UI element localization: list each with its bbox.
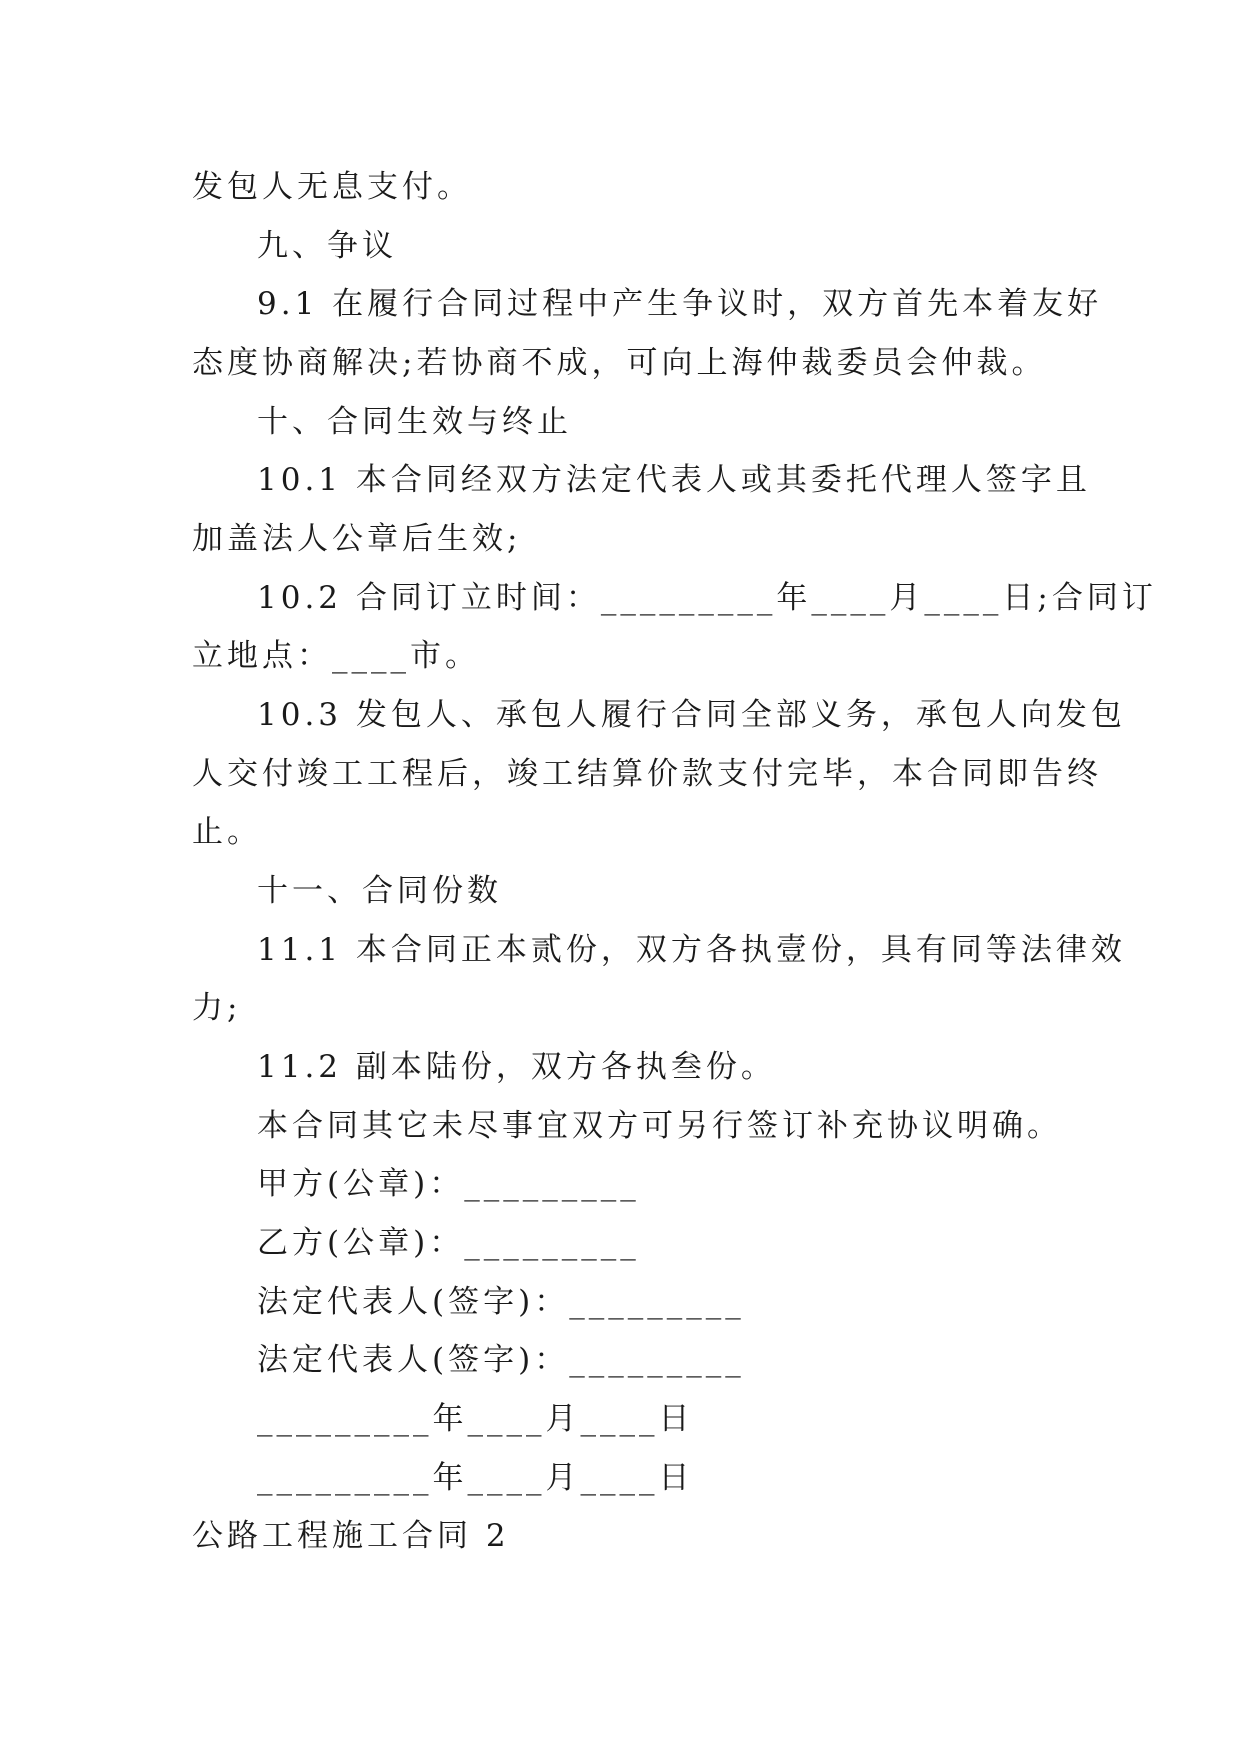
date-line: _________年____月____日 bbox=[257, 1401, 694, 1437]
section-heading: 九、争议 bbox=[257, 228, 397, 264]
signature-line-representative: 法定代表人(签字)：_________ bbox=[257, 1342, 745, 1378]
section-heading: 十、合同生效与终止 bbox=[257, 404, 572, 440]
paragraph-line: 本合同其它未尽事宜双方可另行签订补充协议明确。 bbox=[257, 1108, 1062, 1144]
date-line: _________年____月____日 bbox=[257, 1460, 694, 1496]
signature-line-representative: 法定代表人(签字)：_________ bbox=[257, 1284, 745, 1320]
paragraph-line: 发包人无息支付。 bbox=[192, 169, 472, 205]
paragraph-line: 立地点：____市。 bbox=[192, 638, 480, 674]
paragraph-line: 10.1 本合同经双方法定代表人或其委托代理人签字且 bbox=[257, 462, 1091, 498]
paragraph-line: 力; bbox=[192, 990, 242, 1026]
paragraph-line: 11.2 副本陆份，双方各执叁份。 bbox=[257, 1049, 776, 1085]
paragraph-line: 10.2 合同订立时间：_________年____月____日;合同订 bbox=[257, 580, 1157, 616]
section-heading: 十一、合同份数 bbox=[257, 873, 502, 909]
signature-line-party-a: 甲方(公章)：_________ bbox=[257, 1166, 640, 1202]
signature-line-party-b: 乙方(公章)：_________ bbox=[257, 1225, 640, 1261]
paragraph-line: 态度协商解决;若协商不成，可向上海仲裁委员会仲裁。 bbox=[192, 345, 1047, 381]
paragraph-line: 加盖法人公章后生效; bbox=[192, 521, 522, 557]
paragraph-line: 止。 bbox=[192, 814, 262, 850]
paragraph-line: 10.3 发包人、承包人履行合同全部义务，承包人向发包 bbox=[257, 697, 1126, 733]
paragraph-line: 11.1 本合同正本贰份，双方各执壹份，具有同等法律效 bbox=[257, 932, 1126, 968]
paragraph-line: 人交付竣工工程后，竣工结算价款支付完毕，本合同即告终 bbox=[192, 756, 1102, 792]
paragraph-line: 9.1 在履行合同过程中产生争议时，双方首先本着友好 bbox=[257, 286, 1103, 322]
document-title: 公路工程施工合同 2 bbox=[192, 1518, 510, 1554]
